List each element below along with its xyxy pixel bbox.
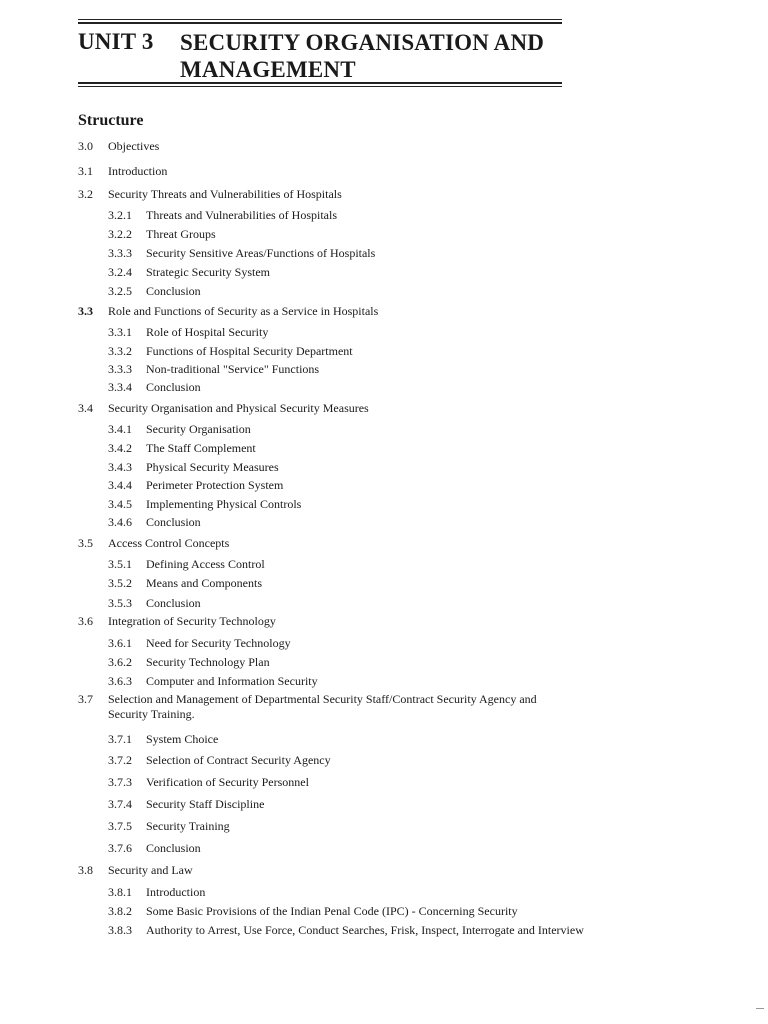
toc-text: Means and Components bbox=[146, 576, 262, 590]
toc-text: Implementing Physical Controls bbox=[146, 497, 302, 511]
toc-text: Security Sensitive Areas/Functions of Hospitals bbox=[146, 246, 376, 260]
toc-text: Conclusion bbox=[146, 596, 201, 610]
toc-text: Strategic Security System bbox=[146, 265, 270, 279]
toc-number: 3.6 bbox=[78, 614, 93, 628]
toc-number: 3.5 bbox=[78, 536, 93, 550]
toc-text: Security and Law bbox=[108, 863, 193, 877]
toc-text: Selection of Contract Security Agency bbox=[146, 753, 331, 767]
toc-text: Objectives bbox=[108, 139, 160, 153]
toc-text: Conclusion bbox=[146, 515, 201, 529]
toc-text: The Staff Complement bbox=[146, 441, 256, 455]
toc-number: 3.2.1 bbox=[108, 208, 132, 222]
toc-number: 3.3.3 bbox=[108, 362, 132, 376]
toc-text: Security Threats and Vulnerabilities of Hospitals bbox=[108, 187, 342, 201]
toc-text: Physical Security Measures bbox=[146, 460, 279, 474]
toc-text: Computer and Information Security bbox=[146, 674, 318, 688]
toc-number: 3.6.3 bbox=[108, 674, 132, 688]
toc-number: 3.3.4 bbox=[108, 380, 132, 394]
toc-number: 3.1 bbox=[78, 164, 93, 178]
toc-number: 3.7.6 bbox=[108, 841, 132, 855]
toc-text: Introduction bbox=[108, 164, 168, 178]
toc-number: 3.3 bbox=[78, 304, 93, 318]
toc-number: 3.2.2 bbox=[108, 227, 132, 241]
toc-text: Conclusion bbox=[146, 380, 201, 394]
unit-label: UNIT 3 bbox=[78, 29, 154, 54]
toc-number: 3.8.1 bbox=[108, 885, 132, 899]
toc-text: Threat Groups bbox=[146, 227, 216, 241]
unit-title: SECURITY ORGANISATION AND MANAGEMENT bbox=[180, 30, 545, 82]
toc-text: Role of Hospital Security bbox=[146, 325, 269, 339]
toc-number: 3.2.4 bbox=[108, 265, 132, 279]
toc-text: Security Training bbox=[146, 819, 230, 833]
toc-text: Selection and Management of Departmental Security Staff/Contract Security Agency and Security Training. bbox=[108, 692, 537, 721]
structure-heading: Structure bbox=[78, 112, 144, 129]
toc-number: 3.7.3 bbox=[108, 775, 132, 789]
toc-number: 3.4 bbox=[78, 401, 93, 415]
toc-text: Introduction bbox=[146, 885, 206, 899]
toc-number: 3.8 bbox=[78, 863, 93, 877]
toc-text: Verification of Security Personnel bbox=[146, 775, 309, 789]
toc-text: Role and Functions of Security as a Service in Hospitals bbox=[108, 304, 379, 318]
toc-number: 3.7.5 bbox=[108, 819, 132, 833]
toc-number: 3.5.1 bbox=[108, 557, 132, 571]
toc-number: 3.4.6 bbox=[108, 515, 132, 529]
toc-number: 3.3.2 bbox=[108, 344, 132, 358]
toc-number: 3.6.2 bbox=[108, 655, 132, 669]
toc-text: Authority to Arrest, Use Force, Conduct Searches, Frisk, Inspect, Interrogate and Interview bbox=[146, 923, 584, 937]
toc-text: Threats and Vulnerabilities of Hospitals bbox=[146, 208, 338, 222]
toc-text: Security Organisation bbox=[146, 422, 251, 436]
title-rule-thick bbox=[78, 82, 562, 84]
toc-number: 3.8.2 bbox=[108, 904, 132, 918]
toc-number: 3.0 bbox=[78, 139, 93, 153]
toc-number: 3.2 bbox=[78, 187, 93, 201]
toc-number: 3.5.3 bbox=[108, 596, 132, 610]
toc-text: Some Basic Provisions of the Indian Penal Code (IPC) - Concerning Security bbox=[146, 904, 518, 918]
toc-text: Access Control Concepts bbox=[108, 536, 230, 550]
toc-text: Perimeter Protection System bbox=[146, 478, 284, 492]
toc-text: Conclusion bbox=[146, 284, 201, 298]
toc-text: Security Technology Plan bbox=[146, 655, 270, 669]
toc-text: System Choice bbox=[146, 732, 219, 746]
toc-text: Non-traditional "Service" Functions bbox=[146, 362, 320, 376]
top-rule-thin bbox=[78, 19, 562, 20]
toc-text: Conclusion bbox=[146, 841, 201, 855]
toc-number: 3.2.5 bbox=[108, 284, 132, 298]
toc-number: 3.7.1 bbox=[108, 732, 132, 746]
toc-number: 3.4.3 bbox=[108, 460, 132, 474]
toc-number: 3.7.4 bbox=[108, 797, 132, 811]
toc-number: 3.7.2 bbox=[108, 753, 132, 767]
toc-number: 3.3.1 bbox=[108, 325, 132, 339]
toc-text: Security Organisation and Physical Security Measures bbox=[108, 401, 369, 415]
toc-number: 3.4.5 bbox=[108, 497, 132, 511]
toc-text: Security Staff Discipline bbox=[146, 797, 265, 811]
toc-number: 3.4.4 bbox=[108, 478, 132, 492]
toc-number: 3.5.2 bbox=[108, 576, 132, 590]
toc-text: Integration of Security Technology bbox=[108, 614, 276, 628]
toc-text: Defining Access Control bbox=[146, 557, 265, 571]
top-rule-thick bbox=[78, 22, 562, 24]
toc-number: 3.8.3 bbox=[108, 923, 132, 937]
toc-number: 3.4.2 bbox=[108, 441, 132, 455]
toc-number: 3.4.1 bbox=[108, 422, 132, 436]
page-edge-mark bbox=[756, 1008, 764, 1009]
toc-number: 3.6.1 bbox=[108, 636, 132, 650]
toc-number: 3.3.3 bbox=[108, 246, 132, 260]
toc-number: 3.7 bbox=[78, 692, 93, 706]
toc-text: Need for Security Technology bbox=[146, 636, 291, 650]
toc-text: Functions of Hospital Security Department bbox=[146, 344, 353, 358]
title-rule-thin bbox=[78, 86, 562, 87]
